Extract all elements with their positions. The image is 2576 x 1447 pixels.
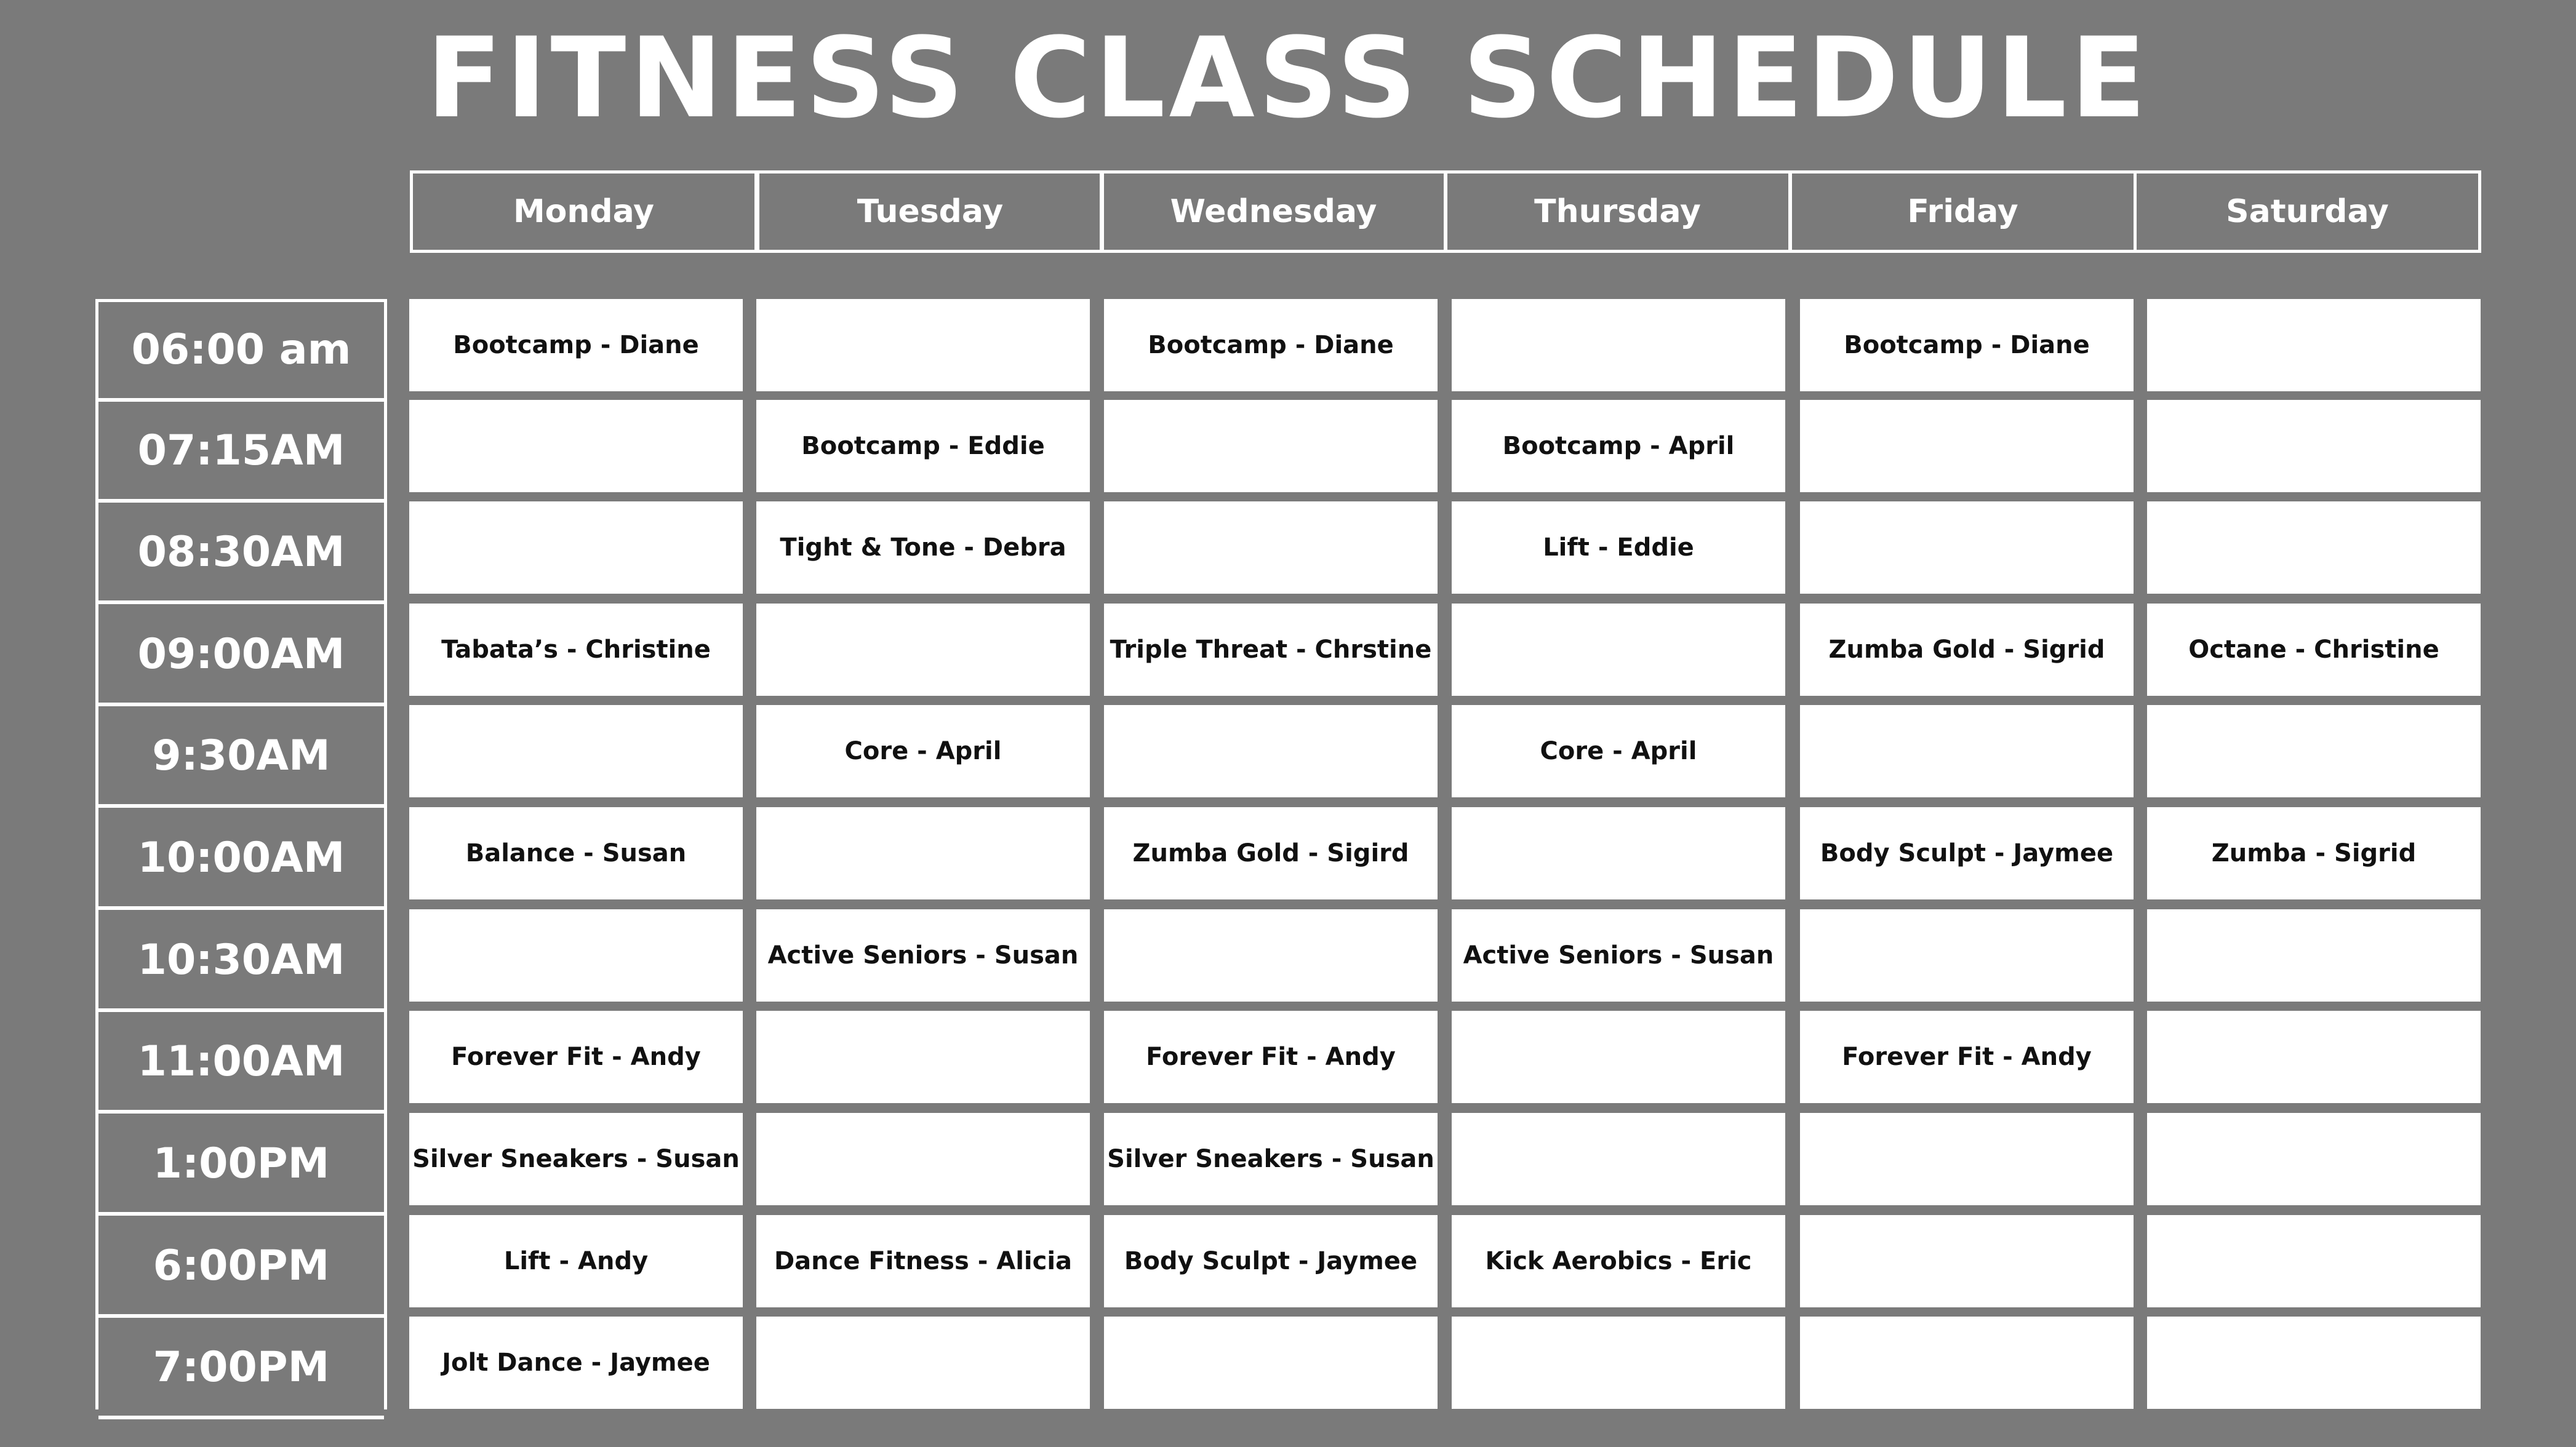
class-cell: Forever Fit - Andy	[1800, 1011, 2134, 1103]
class-cell: Forever Fit - Andy	[409, 1011, 743, 1103]
empty-cell	[1104, 501, 1438, 594]
class-cell: Bootcamp - Diane	[1104, 299, 1438, 391]
class-cell: Silver Sneakers - Susan	[409, 1113, 743, 1205]
class-cell: Core - April	[1452, 705, 1785, 797]
class-cell: Triple Threat - Chrstine	[1104, 604, 1438, 696]
class-cell: Zumba Gold - Sigrid	[1800, 604, 2134, 696]
time-slot-label: 11:00AM	[98, 1013, 384, 1114]
class-cell: Active Seniors - Susan	[1452, 909, 1785, 1002]
empty-cell	[1800, 1113, 2134, 1205]
class-cell: Silver Sneakers - Susan	[1104, 1113, 1438, 1205]
class-cell: Body Sculpt - Jaymee	[1800, 807, 2134, 899]
class-cell: Lift - Andy	[409, 1215, 743, 1307]
empty-cell	[2147, 705, 2481, 797]
class-cell: Bootcamp - April	[1452, 400, 1785, 492]
empty-cell	[1452, 1113, 1785, 1205]
empty-cell	[1800, 1317, 2134, 1409]
empty-cell	[1800, 909, 2134, 1002]
empty-cell	[1800, 705, 2134, 797]
class-cell: Core - April	[756, 705, 1090, 797]
empty-cell	[2147, 400, 2481, 492]
time-slot-label: 7:00PM	[98, 1318, 384, 1419]
empty-cell	[409, 909, 743, 1002]
empty-cell	[1452, 1011, 1785, 1103]
time-slot-label: 10:30AM	[98, 911, 384, 1012]
empty-cell	[1104, 909, 1438, 1002]
time-slot-label: 08:30AM	[98, 503, 384, 604]
time-column	[95, 299, 387, 1409]
empty-cell	[2147, 1113, 2481, 1205]
class-cell: Balance - Susan	[409, 807, 743, 899]
empty-cell	[2147, 1317, 2481, 1409]
empty-cell	[1104, 705, 1438, 797]
time-slot-label: 6:00PM	[98, 1217, 384, 1318]
empty-cell	[2147, 299, 2481, 391]
class-cell: Zumba - Sigrid	[2147, 807, 2481, 899]
empty-cell	[756, 1011, 1090, 1103]
time-slot-label: 07:15AM	[98, 402, 384, 503]
time-slot-label: 9:30AM	[98, 707, 384, 808]
day-header-friday: Friday	[1789, 170, 2137, 253]
page-title: FITNESS CLASS SCHEDULE	[426, 14, 2150, 143]
class-cell: Active Seniors - Susan	[756, 909, 1090, 1002]
empty-cell	[1452, 1317, 1785, 1409]
class-cell: Bootcamp - Diane	[1800, 299, 2134, 391]
empty-cell	[2147, 1011, 2481, 1103]
empty-cell	[1800, 1215, 2134, 1307]
empty-cell	[2147, 1215, 2481, 1307]
empty-cell	[2147, 501, 2481, 594]
empty-cell	[756, 807, 1090, 899]
day-header-tuesday: Tuesday	[756, 170, 1104, 253]
class-cell: Body Sculpt - Jaymee	[1104, 1215, 1438, 1307]
empty-cell	[756, 1317, 1090, 1409]
empty-cell	[1800, 501, 2134, 594]
empty-cell	[1452, 604, 1785, 696]
empty-cell	[1800, 400, 2134, 492]
empty-cell	[756, 1113, 1090, 1205]
empty-cell	[409, 400, 743, 492]
time-slot-label: 10:00AM	[98, 809, 384, 910]
class-cell: Dance Fitness - Alicia	[756, 1215, 1090, 1307]
empty-cell	[1452, 807, 1785, 899]
day-header-saturday: Saturday	[2134, 170, 2481, 253]
class-cell: Zumba Gold - Sigird	[1104, 807, 1438, 899]
day-header-monday: Monday	[410, 170, 758, 253]
class-cell: Kick Aerobics - Eric	[1452, 1215, 1785, 1307]
class-cell: Bootcamp - Diane	[409, 299, 743, 391]
empty-cell	[1452, 299, 1785, 391]
empty-cell	[756, 604, 1090, 696]
empty-cell	[2147, 909, 2481, 1002]
empty-cell	[1104, 1317, 1438, 1409]
time-slot-label: 09:00AM	[98, 605, 384, 706]
day-header-wednesday: Wednesday	[1100, 170, 1447, 253]
class-cell: Tight & Tone - Debra	[756, 501, 1090, 594]
time-slot-label: 1:00PM	[98, 1115, 384, 1216]
class-cell: Bootcamp - Eddie	[756, 400, 1090, 492]
empty-cell	[756, 299, 1090, 391]
class-cell: Jolt Dance - Jaymee	[409, 1317, 743, 1409]
class-cell: Lift - Eddie	[1452, 501, 1785, 594]
time-slot-label: 06:00 am	[98, 301, 384, 402]
empty-cell	[409, 501, 743, 594]
class-cell: Forever Fit - Andy	[1104, 1011, 1438, 1103]
class-cell: Octane - Christine	[2147, 604, 2481, 696]
class-cell: Tabata’s - Christine	[409, 604, 743, 696]
day-header-thursday: Thursday	[1444, 170, 1791, 253]
empty-cell	[1104, 400, 1438, 492]
empty-cell	[409, 705, 743, 797]
